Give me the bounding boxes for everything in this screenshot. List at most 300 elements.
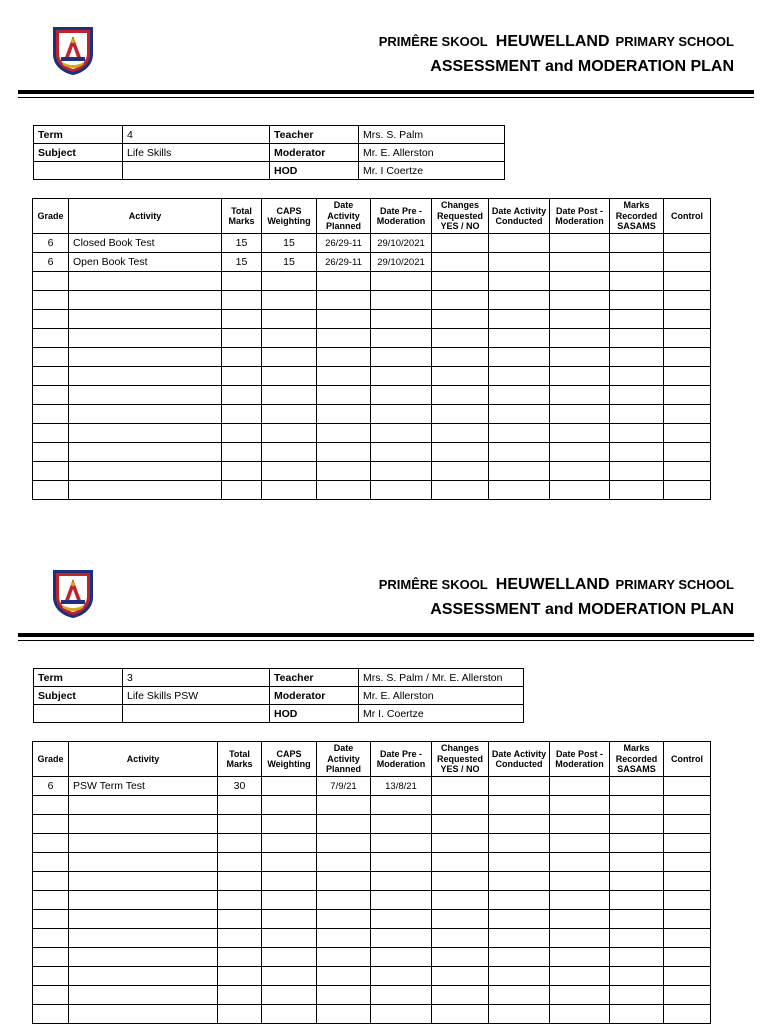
col-caps-weighting-cell [262, 291, 317, 310]
col-caps-weighting-cell [262, 891, 317, 910]
col-date-planned-cell: 26/29-11 [317, 253, 371, 272]
col-caps-weighting-cell [262, 815, 317, 834]
col-control-cell [664, 967, 711, 986]
col-activity-cell [69, 386, 222, 405]
col-date-conducted-header: Date Activity Conducted [489, 742, 550, 777]
col-date-pre-moderation-cell [371, 462, 432, 481]
subject-value: Life Skills PSW [123, 687, 270, 705]
col-marks-recorded-cell [610, 272, 664, 291]
school-crest-icon [50, 24, 96, 76]
col-date-pre-moderation-header: Date Pre - Moderation [371, 742, 432, 777]
col-date-planned-cell [317, 796, 371, 815]
col-changes-requested-cell [432, 815, 489, 834]
header-rule [18, 90, 754, 94]
blank-cell [123, 705, 270, 723]
col-date-post-moderation-cell [550, 348, 610, 367]
col-date-pre-moderation-cell [371, 967, 432, 986]
col-caps-weighting-cell [262, 929, 317, 948]
col-control-cell [664, 367, 711, 386]
col-activity-cell [69, 796, 218, 815]
page-title: ASSESSMENT and MODERATION PLAN [430, 58, 734, 75]
col-marks-recorded-cell [610, 234, 664, 253]
school-header [379, 577, 734, 621]
col-date-planned-cell [317, 967, 371, 986]
hod-value: Mr I. Coertze [359, 705, 524, 723]
col-grade-cell [33, 405, 69, 424]
table-row [33, 815, 711, 834]
col-date-conducted-cell [489, 310, 550, 329]
col-grade-cell [33, 910, 69, 929]
col-total-marks-cell [218, 967, 262, 986]
col-activity-header: Activity [69, 742, 218, 777]
col-changes-requested-cell [432, 986, 489, 1005]
col-grade-cell [33, 386, 69, 405]
col-date-conducted-cell [489, 1005, 550, 1024]
col-changes-requested-cell [432, 405, 489, 424]
col-control-cell [664, 272, 711, 291]
col-total-marks-cell [218, 891, 262, 910]
col-total-marks-cell: 30 [218, 777, 262, 796]
col-date-conducted-cell [489, 253, 550, 272]
col-control-cell [664, 462, 711, 481]
col-date-post-moderation-header: Date Post - Moderation [550, 742, 610, 777]
col-total-marks-cell [218, 872, 262, 891]
col-date-pre-moderation-cell [371, 796, 432, 815]
col-total-marks-header: Total Marks [222, 199, 262, 234]
table-header-row [33, 199, 711, 234]
col-grade-cell: 6 [33, 777, 69, 796]
table-row [33, 329, 711, 348]
col-date-post-moderation-cell [550, 777, 610, 796]
col-activity-cell [69, 462, 222, 481]
col-date-conducted-cell [489, 986, 550, 1005]
col-marks-recorded-cell [610, 291, 664, 310]
col-date-post-moderation-header: Date Post - Moderation [550, 199, 610, 234]
col-date-post-moderation-cell [550, 967, 610, 986]
col-marks-recorded-cell [610, 796, 664, 815]
col-activity-cell [69, 910, 218, 929]
header-rule-thin [18, 97, 754, 98]
col-activity-cell [69, 853, 218, 872]
col-grade-cell [33, 815, 69, 834]
col-caps-weighting-header: CAPS Weighting [262, 742, 317, 777]
col-control-cell [664, 348, 711, 367]
col-date-post-moderation-cell [550, 272, 610, 291]
col-date-conducted-header: Date Activity Conducted [489, 199, 550, 234]
col-activity-cell [69, 291, 222, 310]
col-date-pre-moderation-cell [371, 834, 432, 853]
col-marks-recorded-cell [610, 815, 664, 834]
col-date-pre-moderation-cell: 29/10/2021 [371, 234, 432, 253]
col-caps-weighting-cell [262, 948, 317, 967]
col-date-conducted-cell [489, 481, 550, 500]
term-label: Term [34, 126, 123, 144]
school-suffix: PRIMARY SCHOOL [615, 34, 734, 49]
col-caps-weighting-cell: 15 [262, 253, 317, 272]
col-marks-recorded-cell [610, 872, 664, 891]
col-caps-weighting-cell [262, 348, 317, 367]
col-date-conducted-cell [489, 462, 550, 481]
col-date-post-moderation-cell [550, 481, 610, 500]
col-date-conducted-cell [489, 443, 550, 462]
col-activity-cell [69, 443, 222, 462]
assessment-table [32, 741, 711, 1024]
col-date-planned-cell [317, 462, 371, 481]
col-total-marks-cell [222, 481, 262, 500]
col-date-post-moderation-cell [550, 386, 610, 405]
moderator-label: Moderator [270, 144, 359, 162]
info-table [33, 668, 524, 723]
col-grade-cell [33, 329, 69, 348]
col-activity-cell [69, 481, 222, 500]
col-date-post-moderation-cell [550, 815, 610, 834]
col-date-conducted-cell [489, 234, 550, 253]
col-total-marks-cell [222, 272, 262, 291]
col-date-pre-moderation-cell [371, 910, 432, 929]
col-marks-recorded-cell [610, 253, 664, 272]
col-date-planned-cell [317, 386, 371, 405]
col-control-cell [664, 1005, 711, 1024]
col-total-marks-cell [218, 929, 262, 948]
blank-cell [34, 162, 123, 180]
col-control-header: Control [664, 199, 711, 234]
col-marks-recorded-cell [610, 967, 664, 986]
col-date-planned-cell [317, 272, 371, 291]
col-changes-requested-cell [432, 948, 489, 967]
col-caps-weighting-cell [262, 967, 317, 986]
col-date-conducted-cell [489, 329, 550, 348]
col-date-post-moderation-cell [550, 929, 610, 948]
col-control-cell [664, 443, 711, 462]
school-prefix: PRIMÊRE SKOOL [378, 34, 488, 49]
col-total-marks-cell [218, 948, 262, 967]
col-caps-weighting-cell [262, 462, 317, 481]
col-date-conducted-cell [489, 796, 550, 815]
col-control-cell [664, 329, 711, 348]
col-changes-requested-cell [432, 929, 489, 948]
col-date-planned-cell [317, 367, 371, 386]
table-row [33, 986, 711, 1005]
subject-label: Subject [34, 687, 123, 705]
col-date-planned-header: Date Activity Planned [317, 199, 371, 234]
col-date-conducted-cell [489, 891, 550, 910]
col-date-pre-moderation-cell [371, 329, 432, 348]
col-date-planned-cell [317, 948, 371, 967]
col-date-post-moderation-cell [550, 910, 610, 929]
table-row [33, 481, 711, 500]
col-date-pre-moderation-cell [371, 405, 432, 424]
col-caps-weighting-cell [262, 329, 317, 348]
col-activity-cell [69, 815, 218, 834]
col-caps-weighting-cell [262, 367, 317, 386]
col-activity-cell: PSW Term Test [69, 777, 218, 796]
col-caps-weighting-cell [262, 405, 317, 424]
col-control-cell [664, 929, 711, 948]
col-marks-recorded-cell [610, 462, 664, 481]
col-date-planned-cell [317, 853, 371, 872]
col-changes-requested-cell [432, 1005, 489, 1024]
col-marks-recorded-cell [610, 405, 664, 424]
col-changes-requested-header: Changes Requested YES / NO [432, 199, 489, 234]
col-grade-cell [33, 462, 69, 481]
col-date-planned-cell [317, 443, 371, 462]
col-grade-cell [33, 929, 69, 948]
table-row [33, 291, 711, 310]
col-marks-recorded-cell [610, 891, 664, 910]
col-date-planned-cell: 7/9/21 [317, 777, 371, 796]
col-grade-cell [33, 948, 69, 967]
col-date-pre-moderation-cell: 29/10/2021 [371, 253, 432, 272]
col-date-planned-cell [317, 1005, 371, 1024]
col-date-conducted-cell [489, 386, 550, 405]
col-marks-recorded-cell [610, 1005, 664, 1024]
col-total-marks-cell [218, 796, 262, 815]
moderator-value: Mr. E. Allerston [359, 144, 505, 162]
col-grade-cell [33, 891, 69, 910]
col-control-cell [664, 405, 711, 424]
col-activity-cell [69, 424, 222, 443]
col-date-post-moderation-cell [550, 424, 610, 443]
table-row [33, 910, 711, 929]
col-control-cell [664, 796, 711, 815]
col-date-post-moderation-cell [550, 234, 610, 253]
table-row [33, 891, 711, 910]
col-date-conducted-cell [489, 910, 550, 929]
col-date-conducted-cell [489, 348, 550, 367]
col-caps-weighting-cell [262, 481, 317, 500]
col-control-cell [664, 234, 711, 253]
col-activity-cell [69, 967, 218, 986]
col-total-marks-cell [218, 815, 262, 834]
col-date-post-moderation-cell [550, 891, 610, 910]
col-caps-weighting-cell [262, 386, 317, 405]
col-date-post-moderation-cell [550, 367, 610, 386]
col-date-pre-moderation-cell [371, 853, 432, 872]
col-grade-cell [33, 443, 69, 462]
col-activity-cell [69, 405, 222, 424]
table-row [33, 386, 711, 405]
col-date-conducted-cell [489, 291, 550, 310]
col-changes-requested-cell [432, 310, 489, 329]
col-date-planned-cell [317, 481, 371, 500]
col-caps-weighting-cell [262, 910, 317, 929]
col-date-planned-cell [317, 310, 371, 329]
blank-cell [123, 162, 270, 180]
col-date-pre-moderation-cell [371, 1005, 432, 1024]
hod-value: Mr. I Coertze [359, 162, 505, 180]
col-activity-cell [69, 272, 222, 291]
col-caps-weighting-cell [262, 853, 317, 872]
col-changes-requested-cell [432, 291, 489, 310]
col-date-planned-cell [317, 986, 371, 1005]
col-date-post-moderation-cell [550, 948, 610, 967]
col-grade-cell [33, 1005, 69, 1024]
col-changes-requested-cell [432, 834, 489, 853]
col-total-marks-cell [222, 329, 262, 348]
col-caps-weighting-cell [262, 1005, 317, 1024]
hod-label: HOD [270, 162, 359, 180]
header-rule [18, 633, 754, 637]
col-date-post-moderation-cell [550, 834, 610, 853]
teacher-label: Teacher [270, 126, 359, 144]
col-date-planned-cell [317, 910, 371, 929]
table-row [33, 348, 711, 367]
moderator-value: Mr. E. Allerston [359, 687, 524, 705]
col-date-pre-moderation-cell [371, 948, 432, 967]
col-date-conducted-cell [489, 405, 550, 424]
col-marks-recorded-cell [610, 777, 664, 796]
col-date-planned-cell [317, 872, 371, 891]
col-date-post-moderation-cell [550, 796, 610, 815]
col-total-marks-cell [218, 986, 262, 1005]
col-date-pre-moderation-cell [371, 891, 432, 910]
col-changes-requested-cell [432, 348, 489, 367]
col-date-planned-cell: 26/29-11 [317, 234, 371, 253]
col-marks-recorded-cell [610, 929, 664, 948]
col-changes-requested-cell [432, 891, 489, 910]
table-row [33, 1005, 711, 1024]
col-changes-requested-cell [432, 367, 489, 386]
col-caps-weighting-cell [262, 986, 317, 1005]
col-marks-recorded-cell [610, 948, 664, 967]
col-date-pre-moderation-cell [371, 986, 432, 1005]
col-total-marks-cell [222, 405, 262, 424]
table-row [33, 948, 711, 967]
col-date-post-moderation-cell [550, 986, 610, 1005]
col-date-pre-moderation-cell [371, 443, 432, 462]
col-changes-requested-cell [432, 329, 489, 348]
assessment-table [32, 198, 711, 500]
table-row [33, 234, 711, 253]
col-activity-header: Activity [69, 199, 222, 234]
col-grade-cell [33, 310, 69, 329]
col-date-planned-cell [317, 329, 371, 348]
col-total-marks-cell [222, 348, 262, 367]
col-date-planned-cell [317, 291, 371, 310]
col-caps-weighting-cell [262, 310, 317, 329]
col-grade-cell [33, 348, 69, 367]
col-date-planned-cell [317, 815, 371, 834]
col-control-cell [664, 948, 711, 967]
col-total-marks-cell: 15 [222, 253, 262, 272]
table-row [33, 253, 711, 272]
col-date-conducted-cell [489, 272, 550, 291]
col-grade-cell [33, 272, 69, 291]
col-changes-requested-cell [432, 967, 489, 986]
col-changes-requested-cell [432, 462, 489, 481]
col-total-marks-cell [222, 291, 262, 310]
col-total-marks-cell [218, 853, 262, 872]
school-suffix: PRIMARY SCHOOL [615, 577, 734, 592]
col-changes-requested-cell [432, 481, 489, 500]
col-grade-cell: 6 [33, 253, 69, 272]
col-control-cell [664, 291, 711, 310]
col-total-marks-cell [218, 834, 262, 853]
table-row [33, 872, 711, 891]
col-caps-weighting-cell [262, 872, 317, 891]
col-date-post-moderation-cell [550, 462, 610, 481]
col-date-planned-cell [317, 834, 371, 853]
col-activity-cell [69, 329, 222, 348]
col-date-pre-moderation-cell [371, 815, 432, 834]
col-control-cell [664, 834, 711, 853]
col-changes-requested-cell [432, 853, 489, 872]
col-grade-cell [33, 367, 69, 386]
col-control-cell [664, 386, 711, 405]
col-caps-weighting-cell [262, 777, 317, 796]
col-date-conducted-cell [489, 929, 550, 948]
col-date-post-moderation-cell [550, 1005, 610, 1024]
col-total-marks-cell [218, 910, 262, 929]
col-control-cell [664, 777, 711, 796]
col-date-planned-cell [317, 929, 371, 948]
col-date-pre-moderation-cell [371, 929, 432, 948]
col-control-cell [664, 872, 711, 891]
col-date-post-moderation-cell [550, 291, 610, 310]
table-row [33, 424, 711, 443]
col-grade-cell [33, 796, 69, 815]
table-row [33, 967, 711, 986]
col-control-cell [664, 986, 711, 1005]
col-control-cell [664, 910, 711, 929]
col-marks-recorded-header: Marks Recorded SASAMS [610, 742, 664, 777]
col-changes-requested-cell [432, 443, 489, 462]
col-date-pre-moderation-cell: 13/8/21 [371, 777, 432, 796]
col-grade-cell [33, 986, 69, 1005]
col-date-post-moderation-cell [550, 443, 610, 462]
col-changes-requested-cell [432, 796, 489, 815]
col-caps-weighting-cell [262, 443, 317, 462]
col-control-header: Control [664, 742, 711, 777]
col-date-planned-header: Date Activity Planned [317, 742, 371, 777]
col-date-conducted-cell [489, 815, 550, 834]
table-row [33, 462, 711, 481]
col-activity-cell [69, 1005, 218, 1024]
blank-cell [34, 705, 123, 723]
subject-value: Life Skills [123, 144, 270, 162]
col-grade-cell [33, 834, 69, 853]
col-grade-header: Grade [33, 742, 69, 777]
col-caps-weighting-cell: 15 [262, 234, 317, 253]
col-marks-recorded-cell [610, 329, 664, 348]
col-activity-cell [69, 367, 222, 386]
col-date-conducted-cell [489, 872, 550, 891]
col-grade-header: Grade [33, 199, 69, 234]
col-total-marks-cell [222, 367, 262, 386]
col-date-pre-moderation-cell [371, 386, 432, 405]
teacher-label: Teacher [270, 669, 359, 687]
col-date-conducted-cell [489, 424, 550, 443]
col-activity-cell [69, 348, 222, 367]
col-control-cell [664, 424, 711, 443]
col-total-marks-cell [218, 1005, 262, 1024]
table-row [33, 310, 711, 329]
col-date-post-moderation-cell [550, 310, 610, 329]
col-control-cell [664, 481, 711, 500]
col-changes-requested-cell [432, 234, 489, 253]
teacher-value: Mrs. S. Palm / Mr. E. Allerston [359, 669, 524, 687]
term-value: 4 [123, 126, 270, 144]
table-row [33, 834, 711, 853]
teacher-value: Mrs. S. Palm [359, 126, 505, 144]
col-total-marks-cell [222, 462, 262, 481]
col-caps-weighting-cell [262, 796, 317, 815]
col-activity-cell [69, 834, 218, 853]
col-grade-cell [33, 481, 69, 500]
col-date-pre-moderation-header: Date Pre - Moderation [371, 199, 432, 234]
col-date-conducted-cell [489, 948, 550, 967]
col-date-planned-cell [317, 424, 371, 443]
